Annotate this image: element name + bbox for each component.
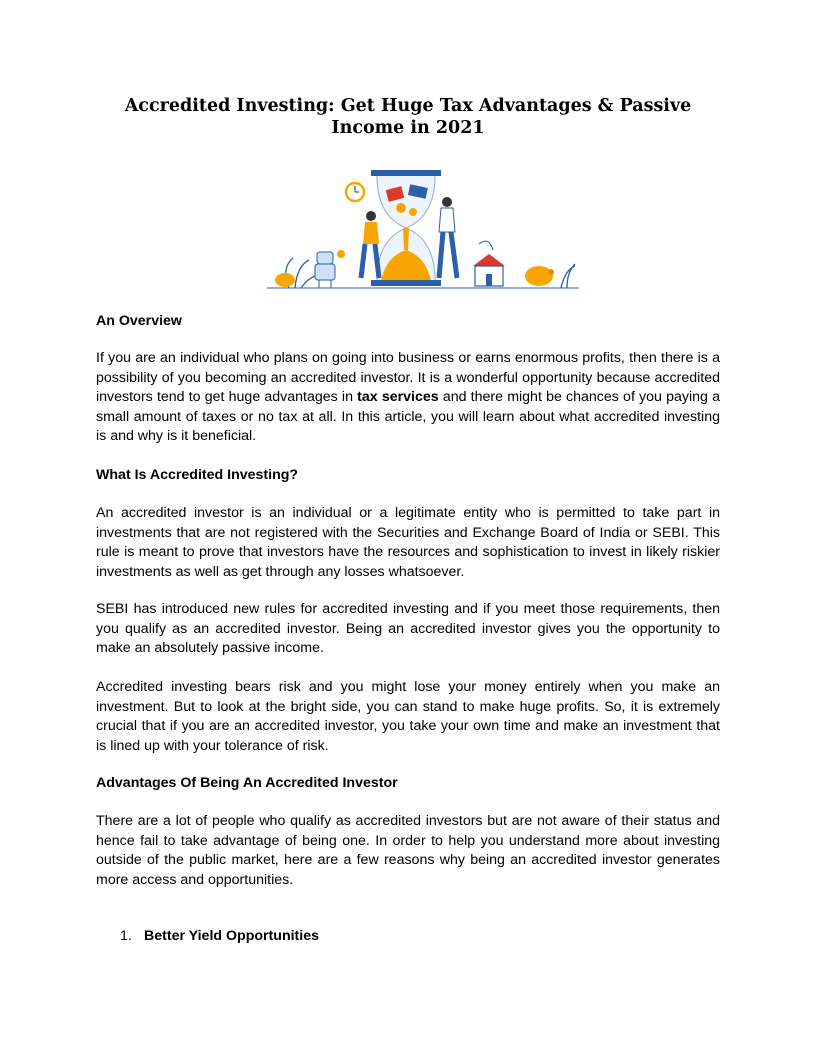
advantages-paragraph: There are a lot of people who qualify as accredited investors but are not aware of their status and hence fail to take advantage of being one. In order to help you understand more about investing outside of the public market, here are a few reasons why being an accredited investor generates more access and opportunities. — [96, 813, 720, 888]
hero-illustration — [267, 166, 579, 294]
overview-paragraph — [96, 349, 720, 447]
list-item — [120, 927, 319, 947]
section-heading-what-is: What Is Accredited Investing? — [96, 467, 299, 483]
advantages-list — [120, 927, 319, 947]
list-item-label: Better Yield Opportunities — [144, 928, 320, 944]
what-paragraph-3: Accredited investing bears risk and you might lose your money entirely when you make an investment. But to look at the bright side, you can stand to make huge profits. So, it is extremely crucial that if you are an accredited investor, you take your own time and make an investment that is lined up with your tolerance of risk. — [96, 679, 720, 754]
article-title: Accredited Investing: Get Huge Tax Advantages & Passive Income in 2021 — [124, 96, 692, 138]
tax-services-emphasis: tax services — [357, 389, 439, 405]
section-heading-advantages: Advantages Of Being An Accredited Investor — [96, 775, 398, 791]
overview-text-part-1: If you are an individual who plans on going into business or earns enormous profits, then there is a possibility of you becoming an accredited investor. It is a wonderful opportunity because accredited investors tend to get huge advantages in — [96, 350, 720, 405]
what-paragraph-1: An accredited investor is an individual or a legitimate entity who is permitted to take part in investments that are not registered with the Securities and Exchange Board of India or SEBI. This rule is meant to prove that investors have the resources and sophistication to invest in likely riskier investments as well as get through any losses whatsoever. — [96, 505, 720, 580]
section-heading-overview: An Overview — [96, 313, 182, 329]
overview-text-part-2: and there might be chances of you paying a small amount of taxes or no tax at all. In this article, you will learn about what accredited investing is and why is it beneficial. — [96, 389, 720, 444]
list-item-number: 1. — [120, 928, 132, 944]
what-paragraph-2: SEBI has introduced new rules for accredited investing and if you meet those requirements, then you qualify as an accredited investor. Being an accredited investor gives you the opportunity to make an absolutely passive income. — [96, 601, 720, 656]
